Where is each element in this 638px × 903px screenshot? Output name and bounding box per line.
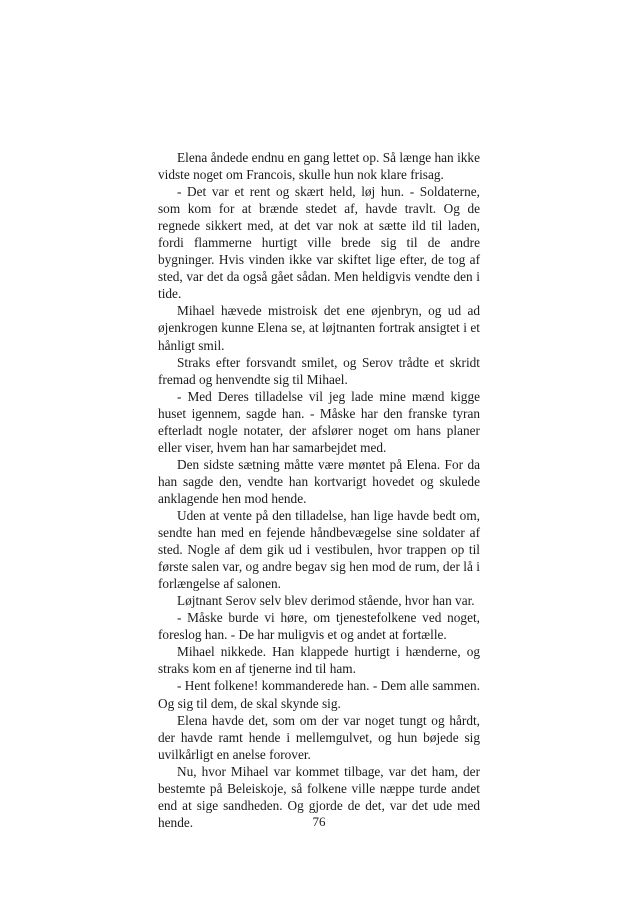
- paragraph: Den sidste sætning måtte være møntet på Elena. For da han sagde den, vendte han kortvarigt hovedet og skulede anklagende hen mod hende.: [158, 456, 480, 506]
- paragraph: Mihael hævede mistroisk det ene øjenbryn, og ud ad øjenkrogen kunne Elena se, at løjtnanten fortrak ansigtet i et hånligt smil.: [158, 303, 480, 353]
- paragraph: - Med Deres tilladelse vil jeg lade mine mænd kigge huset igennem, sagde han. - Måske har den franske tyran efterladt nogle notater, der afslører noget om hans planer eller viser, hvem han har samarbejdet med.: [158, 388, 480, 455]
- page-number: 76: [312, 814, 326, 829]
- paragraph: Mihael nikkede. Han klappede hurtigt i hænderne, og straks kom en af tjenerne ind til ham.: [158, 644, 480, 677]
- paragraph: - Det var et rent og skært held, løj hun. - Soldaterne, som kom for at brænde stedet af, havde travlt. Og de regnede sikkert med, at det var nok at sætte ild til laden, fordi flammerne hurtigt ville brede sig til de andre bygninger. Hvis vinden ikke var skiftet lige efter, de tog af sted, var det da også gået sådan. Men heldigvis vendte den i tide.: [158, 184, 480, 302]
- paragraph: - Måske burde vi høre, om tjenestefolkene ved noget, foreslog han. - De har muligvis et og andet at fortælle.: [158, 610, 480, 643]
- paragraph: Elena åndede endnu en gang lettet op. Så længe han ikke vidste noget om Francois, skulle hun nok klare frisag.: [158, 150, 480, 183]
- paragraph: Løjtnant Serov selv blev derimod stående, hvor han var.: [177, 593, 475, 609]
- paragraph: - Hent folkene! kommanderede han. - Dem alle sammen. Og sig til dem, de skal skynde sig.: [158, 678, 480, 711]
- paragraph: Uden at vente på den tilladelse, han lige havde bedt om, sendte han med en fejende håndbevægelse sine soldater af sted. Nogle af dem gik ud i vestibulen, hvor trappen op til første salen var, og andre begav sig hen mod de rum, der lå i forlængelse af salonen.: [158, 507, 480, 592]
- paragraph: Nu, hvor Mihael var kommet tilbage, var det ham, der bestemte på Beleiskoje, så folkene ville næppe turde andet end at sige sandheden. Og gjorde de det, var det ude med hende.: [158, 763, 480, 830]
- body-text: [158, 149, 480, 831]
- paragraph: Straks efter forsvandt smilet, og Serov trådte et skridt fremad og henvendte sig til Mihael.: [158, 354, 480, 387]
- paragraph: Elena havde det, som om der var noget tungt og hårdt, der havde ramt hende i mellemgulvet, og hun bøjede sig uvilkårligt en anelse forover.: [158, 712, 480, 762]
